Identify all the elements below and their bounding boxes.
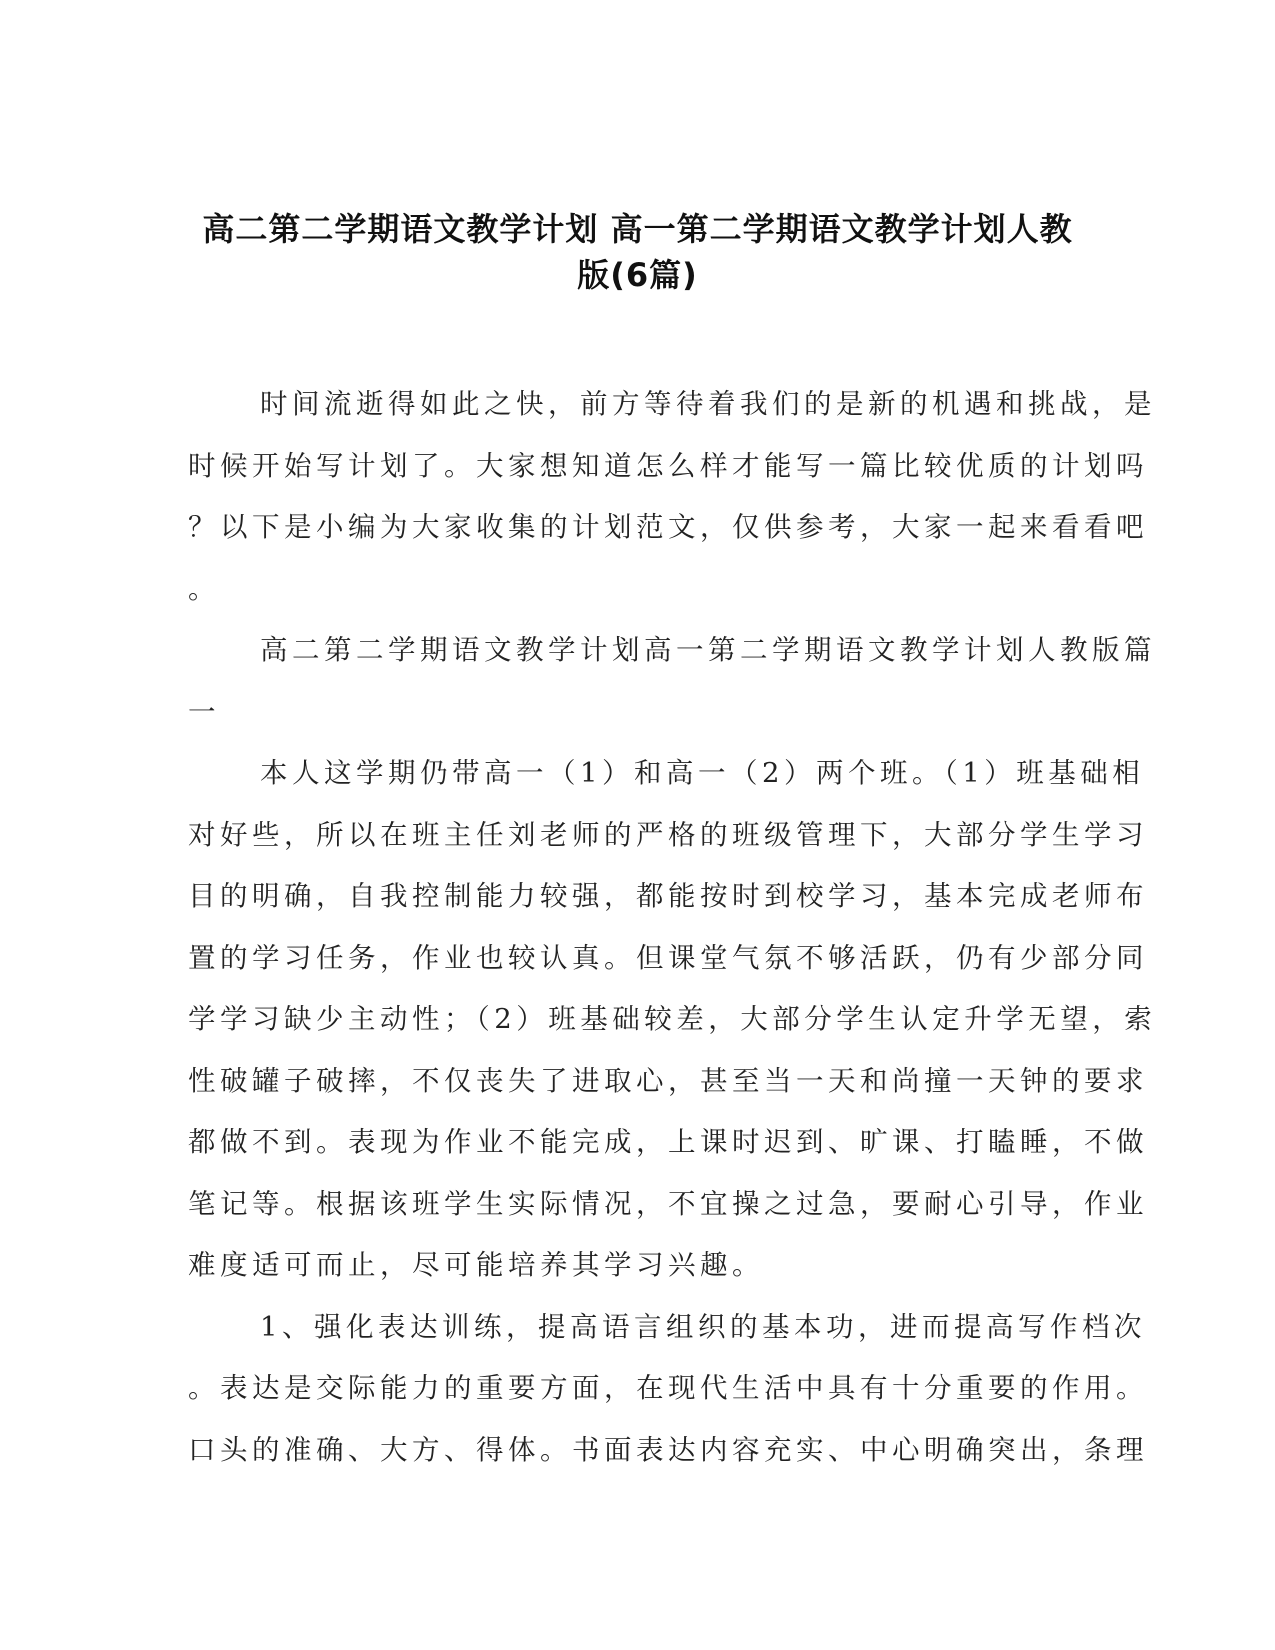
text-line: 本人这学期仍带高一（1）和高一（2）两个班。（1）班基础相 — [260, 757, 1145, 789]
title-line-1: 高二第二学期语文教学计划 高一第二学期语文教学计划人教 — [202, 210, 1073, 248]
text-line: 。表达是交际能力的重要方面，在现代生活中具有十分重要的作用。 — [188, 1372, 1148, 1404]
text-line: 学学习缺少主动性；（2）班基础较差，大部分学生认定升学无望，索 — [188, 1003, 1157, 1035]
text-line: 口头的准确、大方、得体。书面表达内容充实、中心明确突出，条理 — [188, 1433, 1148, 1466]
text-line: 难度适可而止，尽可能培养其学习兴趣。 — [188, 1249, 764, 1281]
text-line: 时候开始写计划了。大家想知道怎么样才能写一篇比较优质的计划吗 — [188, 449, 1148, 482]
text-line: 1、强化表达训练，提高语言组织的基本功，进而提高写作档次 — [260, 1310, 1146, 1343]
text-line: 性破罐子破摔，不仅丧失了进取心，甚至当一天和尚撞一天钟的要求 — [188, 1064, 1148, 1097]
text-line: 目的明确，自我控制能力较强，都能按时到校学习，基本完成老师布 — [188, 880, 1148, 912]
plan-item-paragraph — [188, 1297, 1148, 1482]
text-line: 一 — [188, 695, 220, 728]
intro-paragraph — [188, 374, 1156, 620]
text-line: 时间流逝得如此之快，前方等待着我们的是新的机遇和挑战，是 — [260, 388, 1156, 420]
text-line: 对好些，所以在班主任刘老师的严格的班级管理下，大部分学生学习 — [188, 818, 1148, 851]
text-line: 都做不到。表现为作业不能完成，上课时迟到、旷课、打瞌睡，不做 — [188, 1126, 1148, 1158]
text-line: 置的学习任务，作业也较认真。但课堂气氛不够活跃，仍有少部分同 — [188, 941, 1148, 974]
class-situation-paragraph — [188, 743, 1157, 1297]
document-title — [150, 206, 1125, 298]
title-line-2: 版(6篇) — [577, 256, 698, 294]
text-line: 笔记等。根据该班学生实际情况，不宜操之过急，要耐心引导，作业 — [188, 1187, 1148, 1220]
section-heading-paragraph — [188, 620, 1156, 743]
text-line: ？以下是小编为大家收集的计划范文，仅供参考，大家一起来看看吧 — [188, 511, 1148, 543]
text-line: 。 — [188, 572, 220, 605]
text-line: 高二第二学期语文教学计划高一第二学期语文教学计划人教版篇 — [260, 634, 1156, 666]
document-body — [188, 374, 1157, 1481]
